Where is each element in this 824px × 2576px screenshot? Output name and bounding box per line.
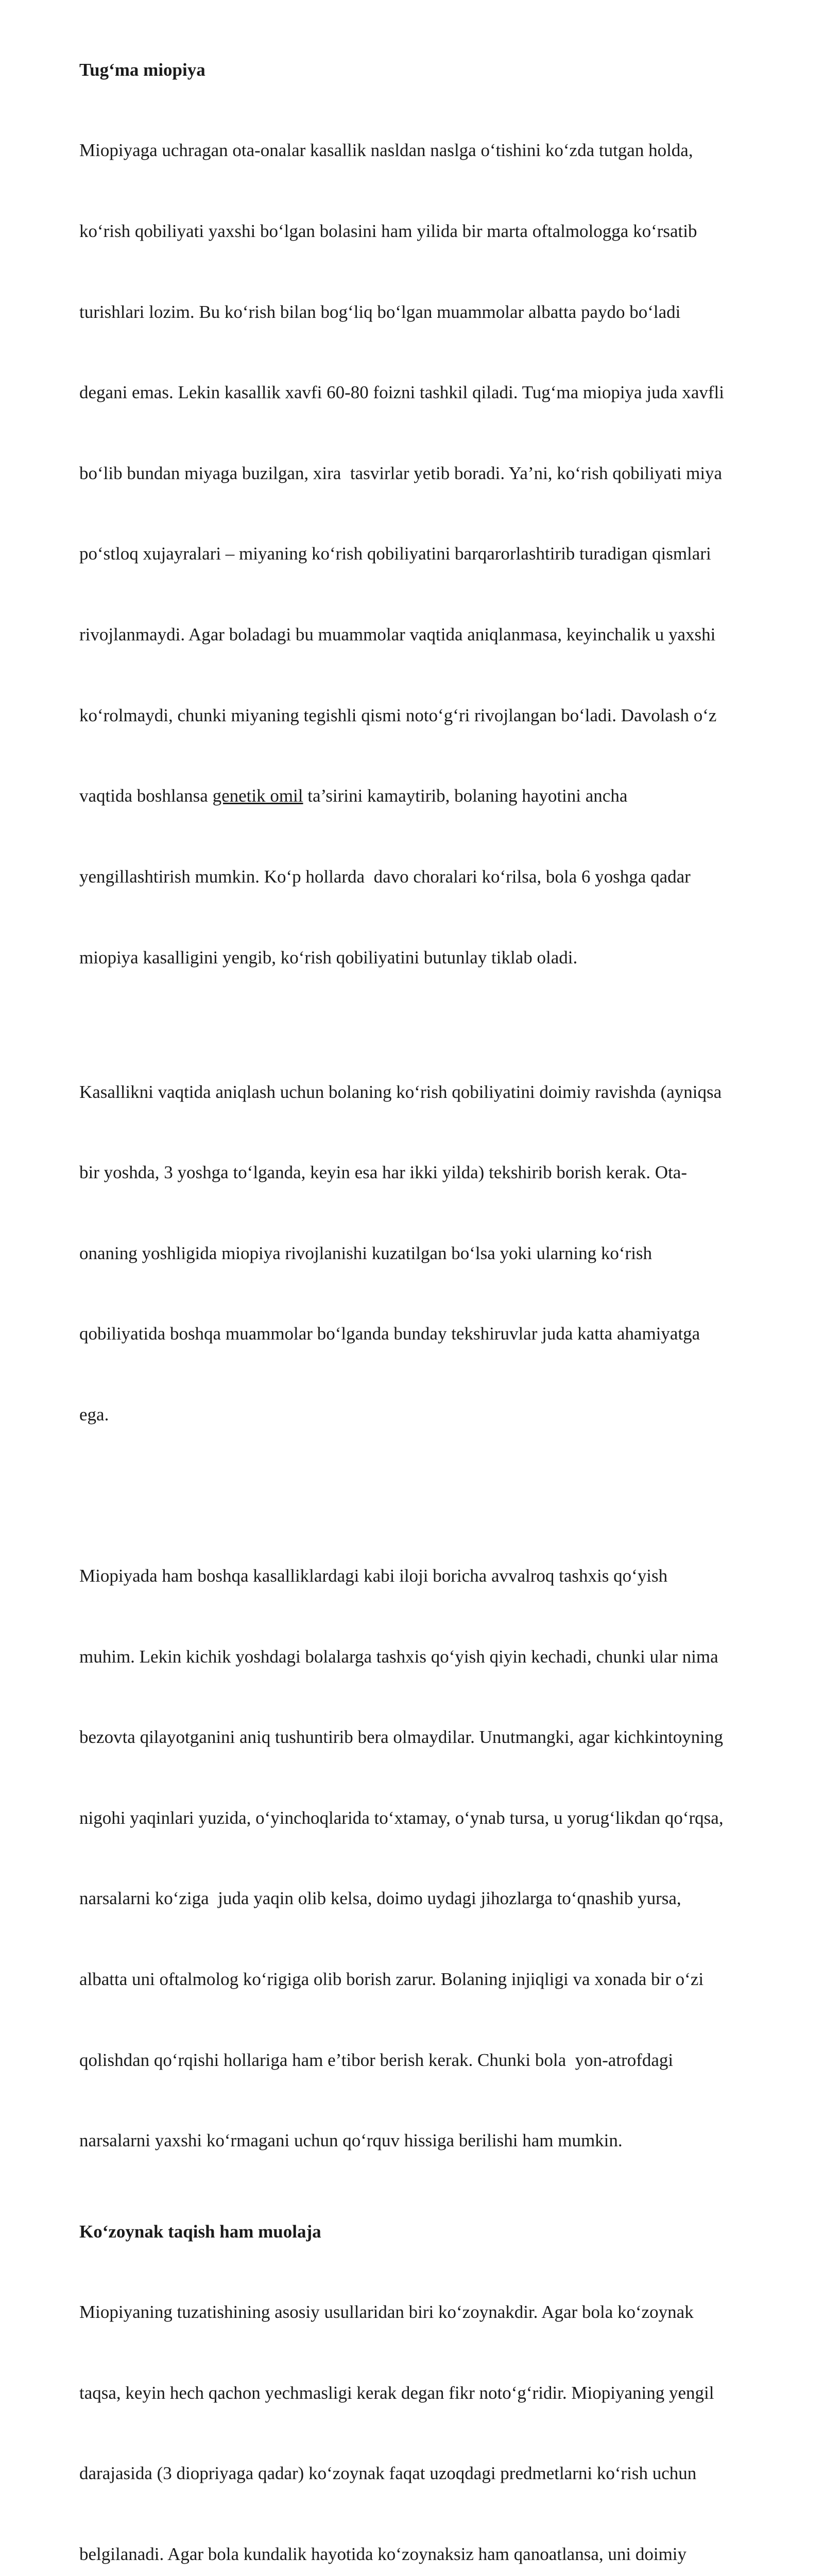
text-line: bezovta qilayotganini aniq tushuntirib bera olmaydilar. Unutmangki, agar kichkintoyning xyxy=(79,1727,724,1748)
text-line: taqsa, keyin hech qachon yechmasligi kerak degan fikr noto‘g‘ridir. Miopiyaning yengil xyxy=(79,2382,714,2403)
text-fragment: vaqtida boshlansa xyxy=(79,786,213,806)
text-line: yengillashtirish mumkin. Ko‘p hollarda davo choralari ko‘rilsa, bola 6 yoshga qadar xyxy=(79,866,691,887)
text-line: Miopiyaning tuzatishining asosiy usullaridan biri ko‘zoynakdir. Agar bola ko‘zoynak xyxy=(79,2302,694,2323)
text-line: bir yoshda, 3 yoshga to‘lganda, keyin esa har ikki yilda) tekshirib borish kerak. Ota- xyxy=(79,1162,687,1183)
section-heading-glasses: Ko‘zoynak taqish ham muolaja xyxy=(79,2221,321,2242)
paragraph-heredity xyxy=(79,83,780,1025)
text-fragment: ta’sirini kamaytirib, bolaning hayotini ancha xyxy=(303,786,628,806)
text-line: turishlari lozim. Bu ko‘rish bilan bog‘liq bo‘lgan muammolar albatta paydo bo‘ladi xyxy=(79,301,681,322)
text-line: belgilanadi. Agar bola kundalik hayotida ko‘zoynaksiz ham qanoatlansa, uni doimiy xyxy=(79,2544,687,2565)
paragraph-spacer xyxy=(79,1482,780,1509)
text-line: ega. xyxy=(79,1404,109,1425)
text-line: Miopiyada ham boshqa kasalliklardagi kabi iloji boricha avvalroq tashxis qo‘yish xyxy=(79,1565,668,1586)
document-page xyxy=(79,57,780,2576)
text-line: rivojlanmaydi. Agar boladagi bu muammolar vaqtida aniqlanmasa, keyinchalik u yaxshi xyxy=(79,624,716,645)
text-line: darajasida (3 diopriyaga qadar) ko‘zoynak faqat uzoqdagi predmetlarni ko‘rish uchun xyxy=(79,2463,697,2484)
paragraph-early-diagnosis xyxy=(79,1509,780,2208)
section-heading-congenital-myopia: Tug‘ma miopiya xyxy=(79,60,205,80)
genetic-factor-link[interactable]: genetik omil xyxy=(212,786,303,806)
text-line: bo‘lib bundan miyaga buzilgan, xira tasvirlar yetib boradi. Ya’ni, ko‘rish qobiliyati miya xyxy=(79,463,723,483)
paragraph-checkups xyxy=(79,1025,780,1482)
text-line: degani emas. Lekin kasallik xavfi 60-80 foizni tashkil qiladi. Tug‘ma miopiya juda xavfli xyxy=(79,382,724,403)
text-line: onaning yoshligida miopiya rivojlanishi kuzatilgan bo‘lsa yoki ularning ko‘rish xyxy=(79,1243,653,1263)
text-line: qobiliyatida boshqa muammolar bo‘lganda bunday tekshiruvlar juda katta ahamiyatga xyxy=(79,1324,700,1344)
text-line: Kasallikni vaqtida aniqlash uchun bolaning ko‘rish qobiliyatini doimiy ravishda (ayniqsa xyxy=(79,1081,722,1102)
text-line: Miopiyaga uchragan ota-onalar kasallik nasldan naslga o‘tishini ko‘zda tutgan holda, xyxy=(79,140,693,161)
text-line: muhim. Lekin kichik yoshdagi bolalarga tashxis qo‘yish qiyin kechadi, chunki ular nima xyxy=(79,1646,718,1667)
section-spacer xyxy=(79,2208,780,2218)
paragraph-glasses xyxy=(79,2245,780,2576)
text-line: qolishdan qo‘rqishi hollariga ham e’tibor berish kerak. Chunki bola yon-atrofdagi xyxy=(79,2049,674,2070)
text-line: po‘stloq xujayralari – miyaning ko‘rish qobiliyatini barqarorlashtirib turadigan qismlari xyxy=(79,544,711,564)
text-line: nigohi yaqinlari yuzida, o‘yinchoqlarida to‘xtamay, o‘ynab tursa, u yorug‘likdan qo‘rqsa, xyxy=(79,1807,724,1828)
text-line-with-link xyxy=(79,783,780,809)
text-line: narsalarni ko‘ziga juda yaqin olib kelsa, doimo uydagi jihozlarga to‘qnashib yursa, xyxy=(79,1888,681,1909)
text-line: ko‘rolmaydi, chunki miyaning tegishli qismi noto‘g‘ri rivojlangan bo‘ladi. Davolash o‘z xyxy=(79,705,717,725)
text-line: narsalarni yaxshi ko‘rmagani uchun qo‘rquv hissiga berilishi ham mumkin. xyxy=(79,2130,623,2151)
text-line: miopiya kasalligini yengib, ko‘rish qobiliyatini butunlay tiklab oladi. xyxy=(79,947,578,968)
text-line: ko‘rish qobiliyati yaxshi bo‘lgan bolasini ham yilida bir marta oftalmologga ko‘rsatib xyxy=(79,221,697,242)
text-line: albatta uni oftalmolog ko‘rigiga olib borish zarur. Bolaning injiqligi va xonada bir o‘zi xyxy=(79,1969,704,1990)
